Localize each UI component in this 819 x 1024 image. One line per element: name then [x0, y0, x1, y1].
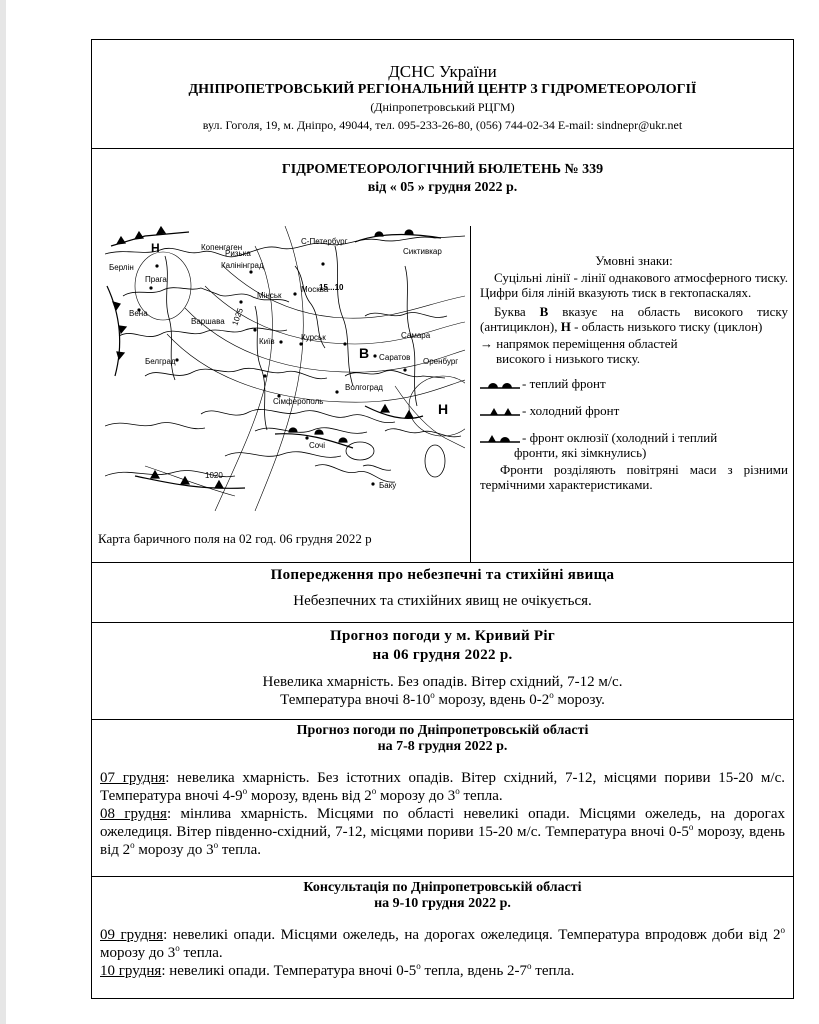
org-address: вул. Гоголя, 19, м. Дніпро, 49044, тел. 095-233-26-80, (056) 744-02-34 E-mail: sindnepr@ukr.net [202, 118, 683, 132]
map-label: Сочі [309, 441, 325, 450]
bulletin-title-block [92, 162, 793, 196]
page-edge [0, 0, 6, 1024]
legend-pressure-mid: вказує на область високого тиску (антициклон), [480, 304, 788, 334]
map-label: С-Петербург [301, 237, 348, 246]
legend-isobars: Суцільні лінії - лінії однакового атмосферного тиску. Цифри біля ліній вказують тиск в гектопаскалях. [480, 270, 788, 300]
divider [92, 876, 793, 877]
divider [92, 719, 793, 720]
legend-warm-front: - теплий фронт [480, 376, 788, 391]
header [92, 62, 793, 132]
degree-sign: о [549, 690, 554, 700]
city-forecast-title-line2: на 06 грудня 2022 р. [372, 647, 513, 663]
city-forecast-section [92, 627, 793, 709]
legend-fronts-note: Фронти розділяють повітряні маси з різними термічними характеристиками. [480, 462, 788, 492]
map-low-symbol: Н [438, 401, 449, 417]
region-forecast-day1: 07 грудня: невелика хмарність. Без істотних опадів. Вітер східний, 7-12, місцями пориви 15-20 м/с. Температура вночі $4-9^о$ морозу, вдень від $2^о$ морозу до $3^о$ тепла. [100, 770, 785, 804]
map-isobar-value: 1025 [230, 306, 245, 327]
divider [92, 148, 793, 149]
region-forecast-section [92, 723, 793, 859]
warnings-section [92, 566, 793, 610]
consultation-title-line2: на 9-10 грудня 2022 р. [374, 896, 511, 911]
map-label: Курськ [301, 333, 326, 342]
map-label: Варшава [191, 317, 225, 326]
consultation-title-line1: Консультація по Дніпропетровській області [303, 880, 582, 895]
legend-arrow-line1: → напрямок переміщення областей [480, 336, 678, 351]
warnings-title: Попередження про небезпечні та стихійні явища [270, 567, 615, 583]
legend-pressure-suffix: - область низького тиску (циклон) [574, 319, 763, 334]
map-legend [480, 253, 788, 492]
map-low-symbol: Н [151, 241, 160, 255]
map-legend-separator [470, 226, 471, 562]
cold-front-icon [480, 405, 520, 417]
legend-low-letter: Н [560, 319, 571, 334]
legend-arrow-line2: високого і низького тиску. [496, 351, 641, 366]
warm-front-icon [480, 378, 520, 390]
map-label: Мінськ [257, 291, 282, 300]
degree-sign: о [430, 690, 435, 700]
consultation-day1-label: 09 грудня [100, 927, 164, 943]
map-graphic [105, 226, 465, 511]
city-forecast-line2: Температура вночі $8-10^о$ морозу, вдень $0-2^о$ морозу. [280, 690, 605, 708]
bulletin-title: ГІДРОМЕТЕОРОЛОГІЧНИЙ БЮЛЕТЕНЬ № 339 [281, 162, 604, 177]
legend-pressure [480, 304, 788, 334]
legend-occlusion-front: - фронт оклюзії (холодний і теплий [480, 430, 788, 445]
map-label: Берлін [109, 263, 134, 272]
map-caption: Карта баричного поля на 02 год. 06 грудня 2022 р [98, 531, 372, 546]
map-label: Калінінград [221, 261, 264, 270]
map-label: Оренбург [423, 357, 459, 366]
map-label: Самара [401, 331, 431, 340]
divider [92, 562, 793, 563]
region-day2-label: 08 грудня [100, 806, 167, 822]
region-forecast-title-line1: Прогноз погоди по Дніпропетровській області [296, 723, 589, 738]
map-label: Ризька [225, 249, 251, 258]
region-forecast-title-line2: на 7-8 грудня 2022 р. [377, 739, 508, 754]
map-label: Белград [145, 357, 176, 366]
map-label: Сімферополь [273, 397, 324, 406]
map-label: Вена [129, 309, 148, 318]
map-label: Саратов [379, 353, 411, 362]
legend-occlusion-line2: фронти, які зімкнулись) [514, 445, 647, 460]
region-day1-label: 07 грудня [100, 770, 166, 786]
barometric-map [105, 226, 465, 511]
map-label: 15...10 [319, 283, 344, 292]
org-abbr: (Дніпропетровський РЦГМ) [370, 100, 515, 114]
legend-title: Умовні знаки: [595, 253, 673, 268]
map-label: Прага [145, 275, 167, 284]
city-forecast-title-line1: Прогноз погоди у м. Кривий Ріг [330, 628, 555, 644]
city-forecast-line1: Невелика хмарність. Без опадів. Вітер східний, 7-12 м/с. [262, 674, 623, 690]
region-forecast-day2: 08 грудня: мінлива хмарність. Місцями по області невеликі опади. Місцями ожеледь, на дорогах ожеледиця. Вітер південно-східний, 7-12, місцями пориви 15-20 м/с. Температура вночі $0-5^о$ морозу, вдень від $2^о$ морозу до $3^о$ тепла. [100, 806, 786, 858]
map-label: Копенгаген [201, 243, 243, 252]
map-label: Москва [301, 285, 329, 294]
bulletin-frame [91, 39, 794, 999]
map-label: Київ [259, 337, 275, 346]
legend-high-letter: В [539, 304, 549, 319]
map-label: Сиктивкар [403, 247, 442, 256]
map-high-symbol: В [359, 345, 370, 361]
org-full: ДНІПРОПЕТРОВСЬКИЙ РЕГІОНАЛЬНИЙ ЦЕНТР З ГІДРОМЕТЕОРОЛОГІЇ [188, 82, 697, 97]
consultation-day1: 09 грудня: невеликі опади. Місцями ожеледь, на дорогах ожеледиця. Температура впродовж доби від $2^о$ морозу до $3^о$ тепла. [100, 925, 785, 961]
consultation-day2-label: 10 грудня [100, 963, 162, 979]
org-short: ДСНС України [388, 62, 497, 81]
consultation-day2: 10 грудня: невеликі опади. Температура вночі $0-5^о$ тепла, вдень $2-7^о$ тепла. [100, 961, 575, 979]
map-label: Баку [379, 481, 397, 490]
legend-pressure-prefix: Буква [494, 304, 526, 319]
warnings-text: Небезпечних та стихійних явищ не очікується. [293, 593, 592, 609]
divider [92, 622, 793, 623]
occlusion-front-icon [480, 432, 520, 444]
bulletin-date: від « 05 » грудня 2022 р. [367, 180, 518, 195]
legend-cold-front: - холодний фронт [480, 403, 788, 418]
map-label: Волгоград [345, 383, 383, 392]
map-isobar-value: 1020 [205, 471, 223, 480]
consultation-section [92, 880, 793, 980]
